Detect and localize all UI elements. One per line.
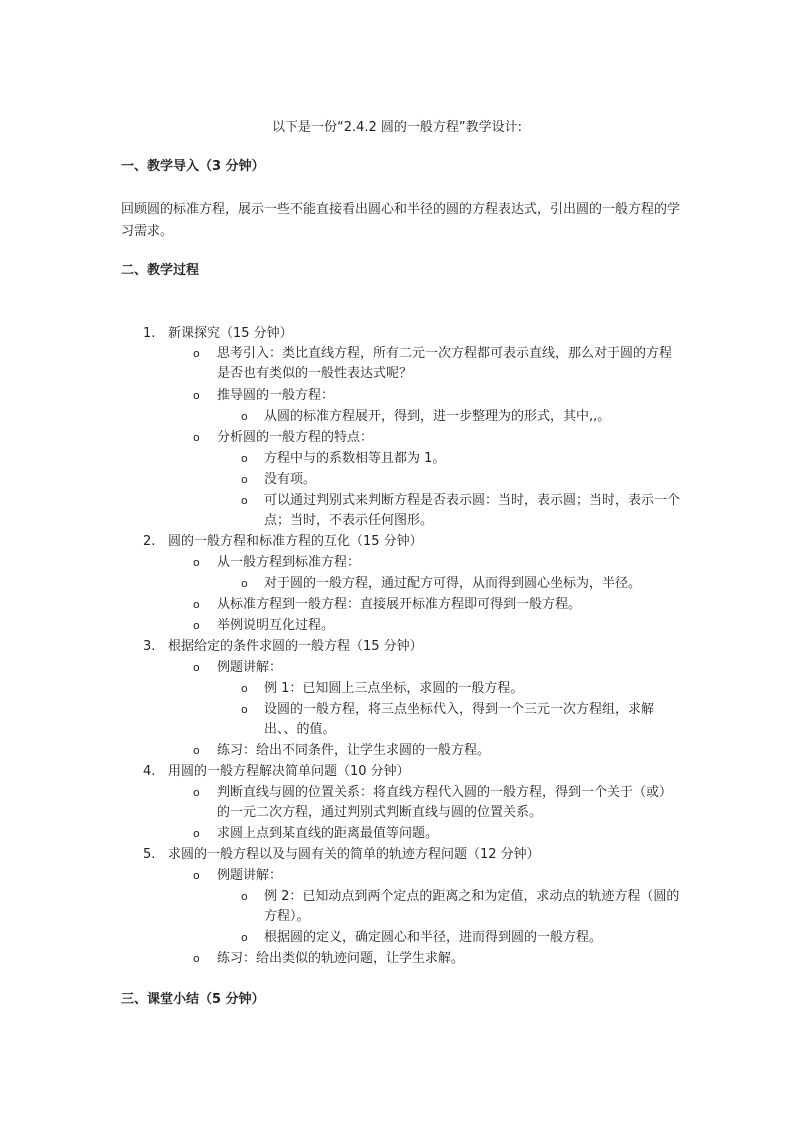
list-subitem: 例题讲解： <box>217 660 283 675</box>
bullet-icon: o <box>193 431 200 444</box>
list-subsubitem: 方程中与的系数相等且都为 1。 <box>264 451 446 466</box>
list-subitem: 判断直线与圆的位置关系：将直线方程代入圆的一般方程，得到一个关于（或）的一元二次方程，通过判别式判断直线与圆的位置关系。 <box>217 785 673 820</box>
bullet-icon: o <box>193 744 200 757</box>
list-subitem: 求圆上点到某直线的距离最值等问题。 <box>217 826 439 841</box>
list-subsubitem: 没有项。 <box>264 472 317 487</box>
list-item-title: 求圆的一般方程以及与圆有关的简单的轨迹方程问题（12 分钟） <box>168 847 540 862</box>
list-item-title: 用圆的一般方程解决简单问题（10 分钟） <box>168 764 410 779</box>
list-subitem: 举例说明互化过程。 <box>217 618 335 633</box>
list-subsubitem: 例 1：已知圆上三点坐标，求圆的一般方程。 <box>264 681 524 696</box>
list-subitem: 分析圆的一般方程的特点： <box>217 430 374 445</box>
list-subitem: 练习：给出不同条件，让学生求圆的一般方程。 <box>217 743 491 758</box>
list-subitem: 推导圆的一般方程： <box>217 388 335 403</box>
bullet-icon: o <box>241 452 248 465</box>
list-subsubitem: 设圆的一般方程，将三点坐标代入，得到一个三元一次方程组，求解出、、的值。 <box>264 702 655 737</box>
list-subsubitem: 根据圆的定义，确定圆心和半径，进而得到圆的一般方程。 <box>264 930 603 945</box>
list-item-title: 圆的一般方程和标准方程的互化（15 分钟） <box>168 534 423 549</box>
bullet-icon: o <box>193 598 200 611</box>
list-item-title: 根据给定的条件求圆的一般方程（15 分钟） <box>168 639 423 654</box>
bullet-icon: o <box>193 389 200 402</box>
section-heading-summary: 三、课堂小结（5 分钟） <box>121 992 265 1007</box>
list-subsubitem: 对于圆的一般方程，通过配方可得，从而得到圆心坐标为，半径。 <box>264 576 642 591</box>
list-number: 5. <box>143 847 156 862</box>
list-subitem: 思考引入：类比直线方程，所有二元一次方程都可表示直线，那么对于圆的方程是否也有类似的一般性表达式呢？ <box>217 346 673 381</box>
list-subitem: 例题讲解： <box>217 868 283 883</box>
bullet-icon: o <box>241 703 248 716</box>
bullet-icon: o <box>241 890 248 903</box>
list-subitem: 练习：给出类似的轨迹问题，让学生求解。 <box>217 951 465 966</box>
bullet-icon: o <box>193 827 200 840</box>
intro-line: 以下是一份“2.4.2 圆的一般方程”教学设计: <box>271 120 523 135</box>
bullet-icon: o <box>193 952 200 965</box>
bullet-icon: o <box>241 473 248 486</box>
bullet-icon: o <box>241 931 248 944</box>
bullet-icon: o <box>193 347 200 360</box>
section-heading-process: 二、教学过程 <box>121 263 200 278</box>
bullet-icon: o <box>241 682 248 695</box>
list-subitem: 从一般方程到标准方程： <box>217 555 361 570</box>
list-subsubitem: 从圆的标准方程展开，得到，进一步整理为的形式，其中,,。 <box>264 409 611 424</box>
list-subitem: 从标准方程到一般方程：直接展开标准方程即可得到一般方程。 <box>217 597 582 612</box>
bullet-icon: o <box>241 410 248 423</box>
bullet-icon: o <box>193 661 200 674</box>
bullet-icon: o <box>241 494 248 507</box>
bullet-icon: o <box>193 869 200 882</box>
bullet-icon: o <box>193 556 200 569</box>
section-intro-paragraph: 回顾圆的标准方程，展示一些不能直接看出圆心和半径的圆的方程表达式，引出圆的一般方程的学习需求。 <box>121 202 681 239</box>
list-subsubitem: 可以通过判别式来判断方程是否表示圆：当时，表示圆；当时，表示一个点；当时，不表示任何图形。 <box>264 493 681 528</box>
section-heading-intro: 一、教学导入（3 分钟） <box>121 159 265 174</box>
list-number: 1. <box>143 326 156 341</box>
list-number: 4. <box>143 764 156 779</box>
list-number: 2. <box>143 534 156 549</box>
bullet-icon: o <box>241 577 248 590</box>
list-item-title: 新课探究（15 分钟） <box>168 326 293 341</box>
list-number: 3. <box>143 639 156 654</box>
bullet-icon: o <box>193 786 200 799</box>
bullet-icon: o <box>193 619 200 632</box>
list-subsubitem: 例 2：已知动点到两个定点的距离之和为定值，求动点的轨迹方程（圆的方程）。 <box>264 889 680 924</box>
